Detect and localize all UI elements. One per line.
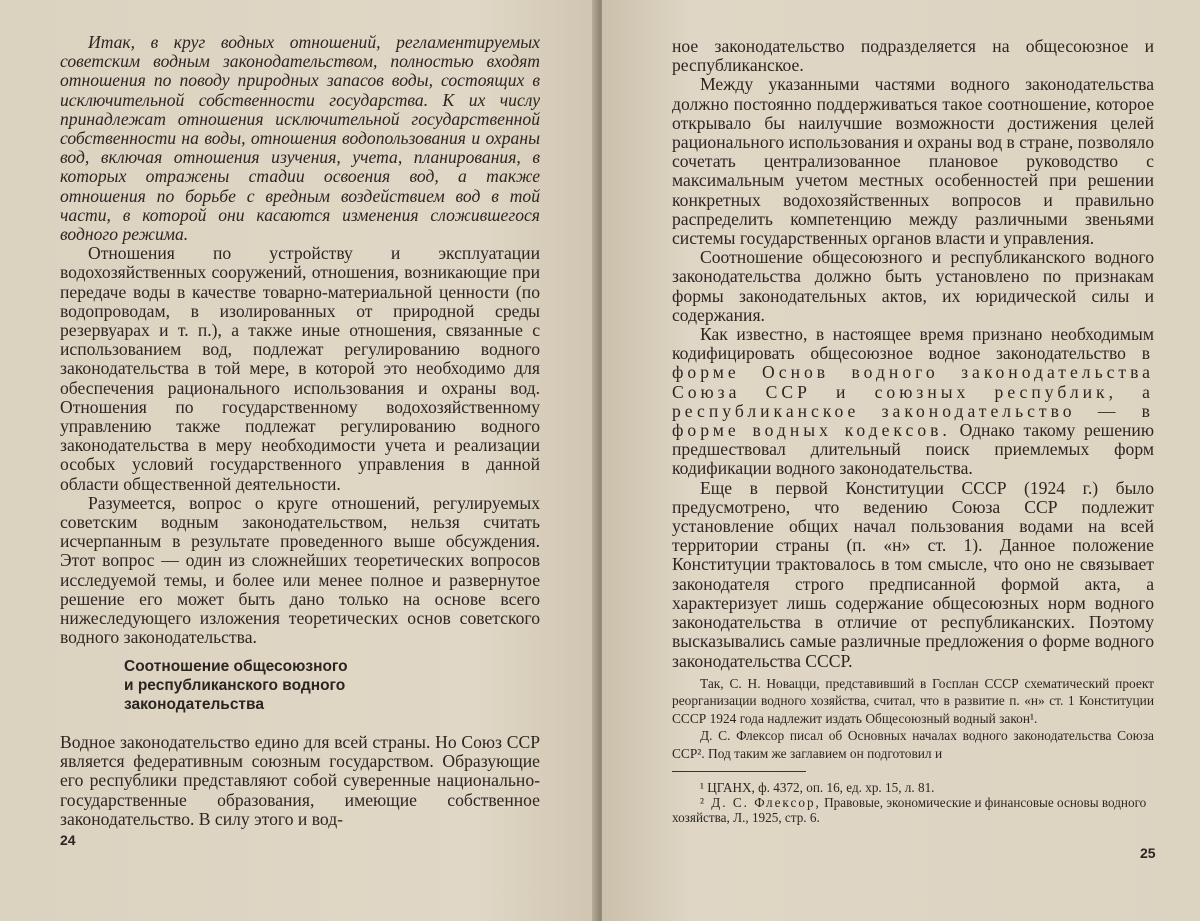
heading-line: Соотношение общесоюзного [124, 658, 348, 675]
small-paragraph: Д. С. Флексор писал об Основных началах водного законодательства Союза ССР². Под таким же заглавием он подготовил и [672, 728, 1154, 762]
footnote-rule [672, 771, 806, 772]
paragraph: Водное законодательство едино для всей страны. Но Союз ССР является федеративным союзным государством. Образующие его республики представляют собой суверенные национально-государственные образования, имеющие собственное законодательство. В силу этого и вод- [60, 732, 540, 829]
footnotes [672, 780, 1154, 826]
paragraph: Отношения по устройству и эксплуатации водохозяйственных сооружений, отношения, возникающие при передаче воды в качестве товарно-материальной ценности (по водопроводам, в изолированных от природной среды резервуарах и т. п.), а также иные отношения, связанные с использованием вод, подлежат регулированию водного законодательства в той мере, в которой это необходимо для обеспечения рационального использования и охраны вод. Отношения по государственному водохозяйственному управлению также подлежат регулированию водного законодательства в меру необходимости учета и реализации особых условий государственного управления в данной области общественной деятельности. [60, 243, 540, 494]
paragraph: Разумеется, вопрос о круге отношений, регулируемых советским водным законодательством, нельзя считать исчерпанным в результате проведенного выше обсуждения. Этот вопрос — один из сложнейших теоретических вопросов исследуемой темы, и более или менее полное и развернутое решение его может быть дано только на основе всего нижеследующего изложения теоретических основ советского водного законодательства. [60, 492, 540, 648]
heading-line: и республиканского водного [124, 677, 346, 694]
paragraph: ное законодательство подразделяется на общесоюзное и республиканское. [672, 36, 1154, 76]
small-paragraph: Так, С. Н. Новацци, представивший в Госплан СССР схематический проект реорганизации водного хозяйства, считал, что в развитие п. «н» ст. 1 Конституции СССР 1924 года надлежит издать Общесоюзный водный закон¹. [672, 675, 1154, 726]
paragraph-segment: Как известно, в настоящее время признано необходимым кодифицировать общесоюзное водное законодательство [672, 324, 1154, 364]
page-number: 25 [1140, 845, 1156, 861]
footnote [672, 795, 1154, 825]
paragraph: Между указанными частями водного законодательства должно постоянно поддерживаться такое соотношение, которое открывало бы наилучшие возможности достижения целей рационального использования и охраны вод в стране, позволяло сочетать централизованное плановое руководство с максимальным учетом местных особенностей при решении конкретных водохозяйственных вопросов и правильно распределить компетенцию между различными звеньями системы государственных органов власти и управления. [672, 74, 1154, 249]
left-text-block-top [60, 33, 540, 648]
section-heading [124, 657, 424, 714]
right-page [602, 0, 1200, 921]
italic-paragraph: Итак, в круг водных отношений, регламентируемых советским водным законодательством, полностью входят отношения по поводу природных запасов воды, состоящих в исключительной собственности государства. К их числу принадлежат отношения исключительной государственной собственности на воды, отношения водопользования и охраны вод, включая отношения изучения, учета, планирования, в которых отражены стадии освоения вод, а также отношения по борьбе с вредным воздействием вод в той части, в которой они касаются изменения сложившегося водного режима. [60, 32, 540, 245]
paragraph-segment: Однако такому решению предшествовал длительный поиск приемлемых форм кодификации водного законодательства. [672, 420, 1154, 479]
left-text-block-bottom [60, 733, 540, 829]
footnote-text: Правовые, экономические и финансовые основы водного хозяйства, Л., 1925, стр. 6. [672, 795, 1147, 826]
footnote-author: ² Д. С. Флексор, [700, 795, 821, 811]
page-number: 24 [60, 832, 76, 848]
paragraph: Еще в первой Конституции СССР (1924 г.) было предусмотрено, что ведению Союза ССР подлежит установление общих начал пользования водами на всей территории страны (п. «н» ст. 1). Данное положение Конституции трактовалось в том смысле, что оно не связывает законодателя строго предписанной формой акта, а характеризует лишь содержание общесоюзных норм водного законодательства в отличие от республиканских. Поэтому высказывались самые различные предложения о форме водного законодательства СССР. [672, 477, 1154, 671]
paragraph [672, 325, 1154, 479]
heading-line: законодательства [124, 696, 264, 713]
left-page [0, 0, 598, 921]
footnote: ¹ ЦГАНХ, ф. 4372, оп. 16, ед. хр. 15, л. 81. [700, 780, 935, 795]
paragraph: Соотношение общесоюзного и республиканского водного законодательства должно быть установлено по признакам формы законодательных актов, их юридической силы и содержания. [672, 247, 1154, 325]
spaced-emphasis: в форме Основ водного законодательства Союза ССР и союзных республик, а республиканское законодательство — в форме водных кодексов. [672, 343, 1154, 441]
right-text-block [672, 37, 1154, 763]
